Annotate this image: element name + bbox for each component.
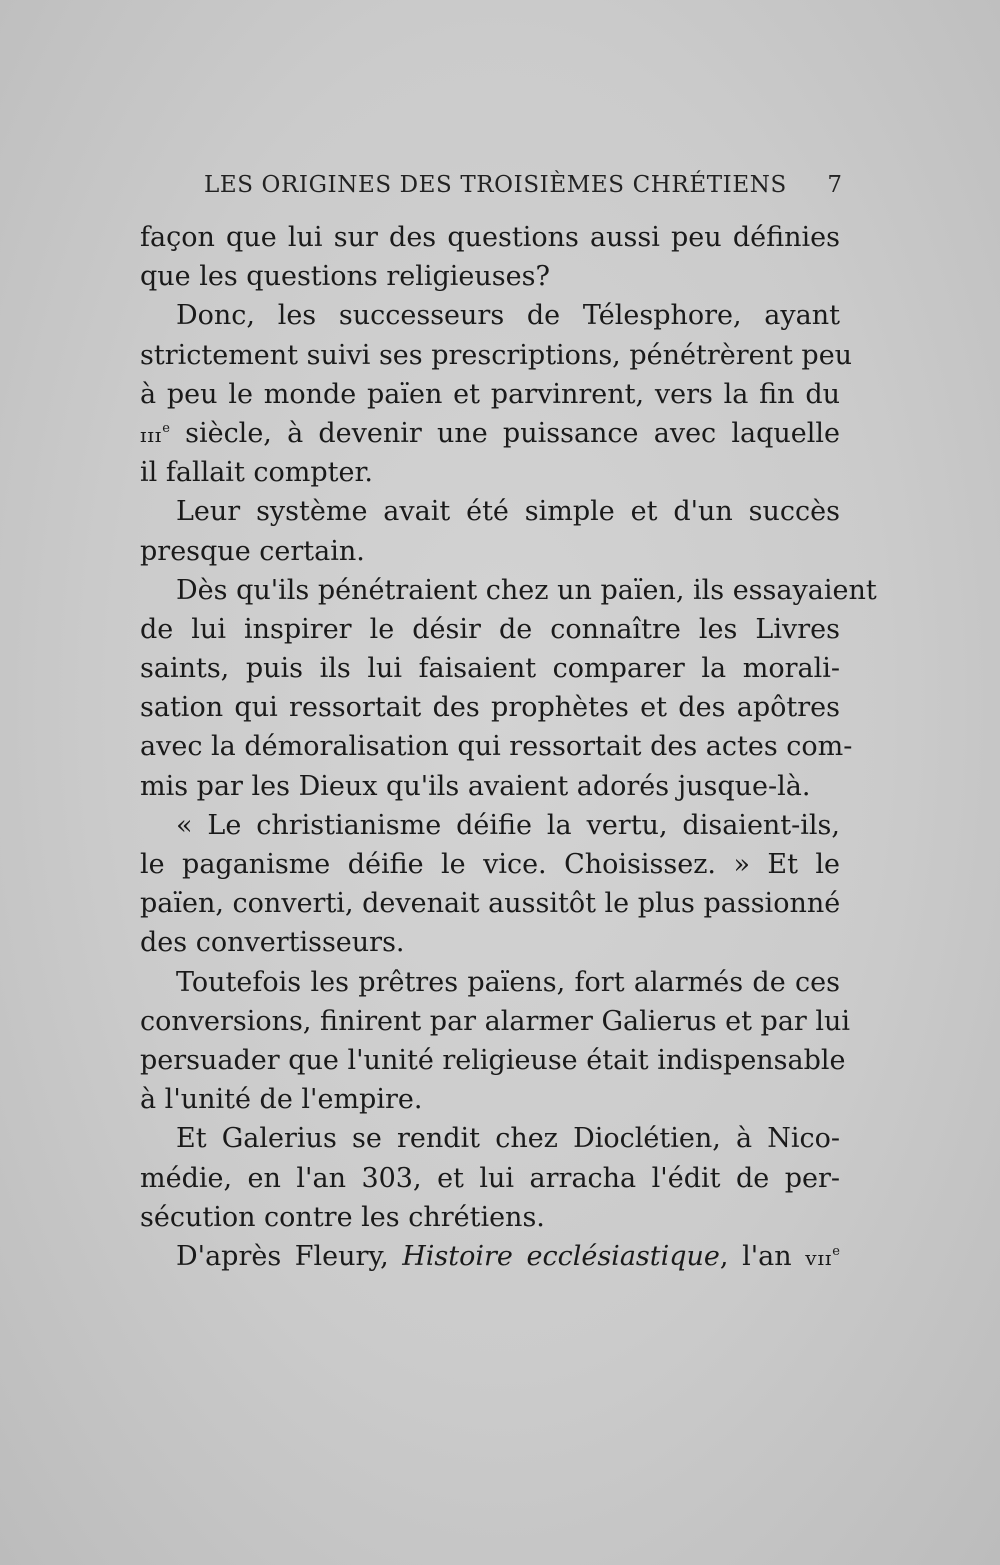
superscript: e [832,1243,840,1259]
running-head [140,172,852,208]
text-line: « Le christianisme déifie la vertu, disaient-ils, [176,809,840,841]
text-line: avec la démoralisation qui ressortait des actes com- [140,731,853,763]
text-line: saints, puis ils lui faisaient comparer la morali- [140,653,840,685]
text-segment: D'après Fleury, [176,1240,403,1272]
text-line: Toutefois les prêtres païens, fort alarmés de ces [176,966,840,998]
text-line [140,1237,840,1276]
text-line: de lui inspirer le désir de connaître les Livres [140,613,840,645]
text-segment: , l'an [719,1240,806,1272]
text-line: à peu le monde païen et parvinrent, vers la fin du [140,378,840,410]
text-line: conversions, finirent par alarmer Galierus et par lui [140,1005,851,1037]
text-line: Et Galerius se rendit chez Dioclétien, à Nico- [176,1123,840,1155]
century-numeral: vɪɪ [805,1245,833,1270]
text-line: persuader que l'unité religieuse était indispensable [140,1044,846,1076]
text-line: sécution contre les chrétiens. [140,1201,545,1233]
text-line: façon que lui sur des questions aussi peu définies [140,222,840,253]
text-line: sation qui ressortait des prophètes et des apôtres [140,692,840,724]
body-text [140,218,877,1276]
running-title: LES ORIGINES DES TROISIÈMES CHRÉTIENS [204,172,787,198]
page-number: 7 [827,172,842,198]
text-line: mis par les Dieux qu'ils avaient adorés jusque-là. [140,770,811,802]
text-line [140,414,840,453]
superscript: e [162,420,170,436]
text-line: que les questions religieuses? [140,261,550,293]
text-line: strictement suivi ses prescriptions, pénétrèrent peu [140,339,853,371]
text-line: à l'unité de l'empire. [140,1084,423,1116]
text-line: le paganisme déifie le vice. Choisissez. » Et le [140,849,840,880]
century-numeral: ɪɪɪ [140,422,163,447]
text-line: médie, en l'an 303, et lui arracha l'édit de per- [140,1162,840,1194]
text-line: il fallait compter. [140,457,373,489]
text-segment: siècle, à devenir une puissance avec laquelle [169,417,840,449]
text-line: Dès qu'ils pénétraient chez un païen, ils essayaient [176,574,877,606]
text-line: presque certain. [140,535,365,567]
book-title: Histoire ecclésiastique [402,1240,720,1272]
text-line: Donc, les successeurs de Télesphore, ayant [176,300,840,332]
text-line: Leur système avait été simple et d'un succès [176,496,840,528]
text-line: païen, converti, devenait aussitôt le plus passionné [140,888,841,920]
text-line: des convertisseurs. [140,927,405,959]
